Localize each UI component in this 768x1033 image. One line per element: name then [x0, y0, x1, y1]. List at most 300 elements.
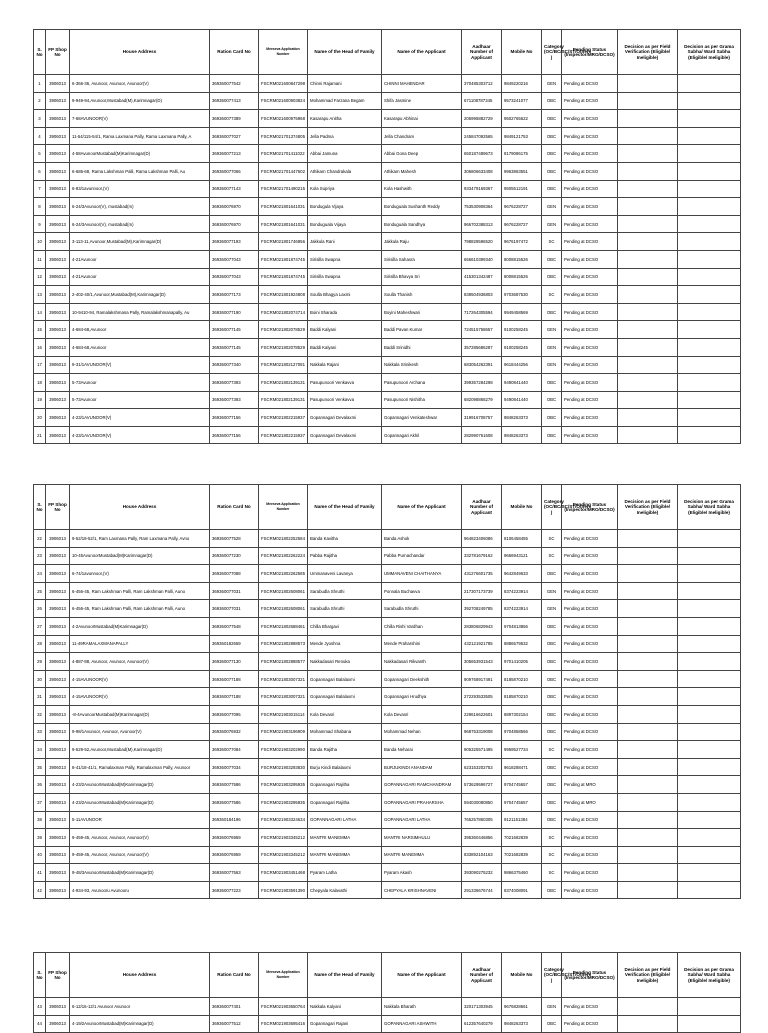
table-cell: 623153202753 [462, 758, 502, 776]
table-cell: 369360077563 [210, 864, 259, 882]
table-cell: 7021682839 [502, 829, 542, 847]
table-cell: 369360077034 [210, 758, 259, 776]
table-cell: 717264305594 [462, 303, 502, 321]
table-cell: Chilla Rishi Vardhan [382, 617, 462, 635]
table-cell: 3-113-11,Avunoor,Mustabad(M),Karimnagar(D) [70, 233, 210, 251]
table-cell: FSCRM021903695416 [259, 1015, 308, 1033]
table-row [34, 635, 741, 653]
table-cell: OBC [542, 617, 562, 635]
table-row [34, 426, 741, 444]
table-cell: 432121921785 [462, 635, 502, 653]
table-cell [618, 600, 678, 618]
table-cell: 9-52/19-52/1, Ram Laxmana Pally, Ram Laxmana Pally, Avno [70, 530, 210, 548]
table-cell: GOPANNAGARI PRAHARSHA [382, 793, 462, 811]
table-cell [678, 635, 741, 653]
table-cell: 966702388313 [462, 215, 502, 233]
table-cell: -8-4AvunoorMustabad(M)Karimnagar(D) [70, 705, 210, 723]
table-cell: Pabba Rajitha [308, 547, 382, 565]
table-cell: 8886579532 [502, 635, 542, 653]
table-cell: Gopannagari Deekshith [382, 670, 462, 688]
table-cell: FSCRM021701490215 [259, 180, 308, 198]
table-cell: Pending at DCSO [562, 180, 618, 198]
table-cell: Pending at DCSO [562, 92, 618, 110]
table-cell: 369360077031 [210, 582, 259, 600]
table-cell: FSCRM021701447602 [259, 162, 308, 180]
table-cell: 369360077088 [210, 565, 259, 583]
table-cell: Pending at DCSO [562, 600, 618, 618]
table-cell [618, 670, 678, 688]
table-cell: Nakkadasari Renuka [308, 653, 382, 671]
table-cell: Jakkula Raju [382, 233, 462, 251]
table-cell: 3906013 [46, 846, 70, 864]
table-cell: OBC [542, 145, 562, 163]
table-cell: 4-934-93, Avunooru Avunooru [70, 881, 210, 899]
table-row [34, 338, 741, 356]
table-cell: 3906013 [46, 92, 70, 110]
table-cell: OBC [542, 127, 562, 145]
table-cell: SC [542, 741, 562, 759]
table-cell: 369360077223 [210, 881, 259, 899]
table-cell [618, 268, 678, 286]
table-cell: 3906013 [46, 75, 70, 93]
table-cell: 6-366-36, Avunoor, Avunoor, Avunoor(V) [70, 75, 210, 93]
table-row [34, 670, 741, 688]
table-cell: 8185870210 [502, 670, 542, 688]
table-row [34, 741, 741, 759]
table-cell [678, 688, 741, 706]
table-cell: GEN [542, 321, 562, 339]
table-cell: 369360077066 [210, 162, 259, 180]
table-cell [678, 356, 741, 374]
table-cell: Nakkala Bharath [382, 998, 462, 1016]
table-cell: 15 [34, 321, 46, 339]
table-cell [618, 653, 678, 671]
table-cell: Chilla Bhargavi [308, 617, 382, 635]
table-cell: Pending at MRO [562, 776, 618, 794]
table-cell: 11 [34, 250, 46, 268]
table-cell: 39 [34, 829, 46, 847]
table-cell: 369360077043 [210, 250, 259, 268]
table-row [34, 110, 741, 128]
table-cell: 34 [34, 741, 46, 759]
column-header: FP Shop No [46, 30, 70, 75]
table-cell: Pending at DCSO [562, 409, 618, 427]
table-cell: 9701410205 [502, 653, 542, 671]
table-cell: OBC [542, 688, 562, 706]
table-cell: 369360076970 [210, 198, 259, 216]
table-cell [618, 881, 678, 899]
table-cell [678, 127, 741, 145]
table-cell: OBC [542, 268, 562, 286]
table-cell: Pending at DCSO [562, 811, 618, 829]
table-cell [618, 426, 678, 444]
table-cell: Pyaram Latha [308, 864, 382, 882]
table-cell: 4-15AVUNOOR(V) [70, 688, 210, 706]
table-cell [678, 530, 741, 548]
table-cell: Pending at DCSO [562, 705, 618, 723]
table-cell: 6-24/3Avunoor(V), mustabad(m) [70, 215, 210, 233]
table-cell: 6-456-45, Ram Lakshman Palli, Ram Lakshman Palli, Auno [70, 582, 210, 600]
table-cell: 4-23/1AVUNOOR(V) [70, 409, 210, 427]
table-cell: 3906013 [46, 600, 70, 618]
table-cell [618, 127, 678, 145]
table-cell: UMMANAVENI CHAITHANYA [382, 565, 462, 583]
table-cell: Banda Kavitha [308, 530, 382, 548]
table-cell: Banda Neharai [382, 741, 462, 759]
table-cell [678, 303, 741, 321]
table-cell: Pending at DCSO [562, 881, 618, 899]
table-cell: 3906013 [46, 776, 70, 794]
header-row [34, 485, 741, 530]
table-cell: 20 [34, 409, 46, 427]
table-cell: 650187489673 [462, 145, 502, 163]
table-cell: Pending at DCSO [562, 162, 618, 180]
table-cell: 3906013 [46, 286, 70, 304]
table-cell: Sirisilla Sahasra [382, 250, 462, 268]
table-cell: Baddi Kalyani [308, 338, 382, 356]
table-cell: 33 [34, 723, 46, 741]
table-cell [618, 409, 678, 427]
table-cell: Pending at DCSO [562, 356, 618, 374]
table-cell: Mohammad Shabana [308, 723, 382, 741]
table-cell: FSCRM021801924808 [259, 286, 308, 304]
column-header: S. No [34, 485, 46, 530]
table-cell: 3906013 [46, 1015, 70, 1033]
table-cell [678, 741, 741, 759]
table-cell [678, 250, 741, 268]
table-cell: 9704813856 [502, 617, 542, 635]
table-cell: 6-686-68, Rama Lakshman Palli, Rama Lakshman Palli, Au [70, 162, 210, 180]
table-cell: 369360077548 [210, 617, 259, 635]
table-cell: 369360077043 [210, 268, 259, 286]
table-cell: Ummanaveni Lavanya [308, 565, 382, 583]
table-cell: Pending at DCSO [562, 617, 618, 635]
table-cell: 4-15AVUNOOR(V) [70, 670, 210, 688]
table-cell: SC [542, 846, 562, 864]
table-cell: 3906013 [46, 881, 70, 899]
table-row [34, 565, 741, 583]
table-cell: 32 [34, 705, 46, 723]
table-cell: 8374223914 [502, 600, 542, 618]
table-cell: Pending at DCSO [562, 303, 618, 321]
table-cell: GEN [542, 998, 562, 1016]
table-cell: SC [542, 829, 562, 847]
table-row [34, 374, 741, 392]
table-cell [678, 582, 741, 600]
table-cell: FSCRM021903345212 [259, 829, 308, 847]
table-row [34, 391, 741, 409]
table-cell: 3906013 [46, 250, 70, 268]
table-cell: 724515758657 [462, 321, 502, 339]
table-cell [618, 793, 678, 811]
table-cell: 13 [34, 286, 46, 304]
table-cell: 656610399340 [462, 250, 502, 268]
table-cell [678, 829, 741, 847]
table-cell: Sirisilla Bhavya Sri [382, 268, 462, 286]
table-cell: Mende Praharshini [382, 635, 462, 653]
table-cell [678, 670, 741, 688]
table-cell: FSCRM021802888577 [259, 653, 308, 671]
table-cell: 3906013 [46, 723, 70, 741]
table-row [34, 198, 741, 216]
table-cell: 245847092565 [462, 127, 502, 145]
table-cell: 37 [34, 793, 46, 811]
table-cell: 4-19/2AvunoorMustabad(M)Karimnagar(D) [70, 1015, 210, 1033]
table-cell: 905325571495 [462, 741, 502, 759]
table-cell: FSCRM021802078529 [259, 338, 308, 356]
table-cell: Gopannagari Balalaxmi [308, 688, 382, 706]
table-cell [678, 233, 741, 251]
table-cell: 3906013 [46, 391, 70, 409]
column-header: Aadhaar Number of Applicant [462, 485, 502, 530]
table-cell [618, 582, 678, 600]
table-cell: 26 [34, 600, 46, 618]
table-cell [618, 998, 678, 1016]
table-cell: 9-48/3AvunoorMustabad(M)Karimnagar(D) [70, 864, 210, 882]
table-cell: 3906013 [46, 426, 70, 444]
table-cell: 933479169367 [462, 180, 502, 198]
table-cell: 3906013 [46, 338, 70, 356]
table-cell: 31 [34, 688, 46, 706]
table-cell: 682098868279 [462, 391, 502, 409]
table-cell [618, 758, 678, 776]
table-cell [618, 110, 678, 128]
table-cell: 9-949-94,Avunoor,Mustabad(M),Karimnagar(D) [70, 92, 210, 110]
table-cell: 671108787345 [462, 92, 502, 110]
table-cell: 217307173739 [462, 582, 502, 600]
table-cell: 3906013 [46, 547, 70, 565]
column-header: Decision as per Grama Sabha/ Ward Sabha (Eligible/ Ineligible) [678, 953, 741, 998]
table-cell: FSCRM021903196909 [259, 723, 308, 741]
table-cell: Pending at DCSO [562, 846, 618, 864]
table-cell: FSCRM021903451468 [259, 864, 308, 882]
table-cell: 3906013 [46, 565, 70, 583]
table-cell [678, 268, 741, 286]
table-cell [678, 321, 741, 339]
table-cell: Baddi Srinidhi [382, 338, 462, 356]
table-cell: GOPANNAGARI ASHWITH [382, 1015, 462, 1033]
table-cell: 9676228727 [502, 215, 542, 233]
column-header: Category (OC/BC/SC/ST/Others ) [542, 30, 562, 75]
table-cell [618, 530, 678, 548]
table-cell: 369360076959 [210, 829, 259, 847]
table-cell: 369360077586 [210, 793, 259, 811]
table-cell: FSCRM021802127081 [259, 356, 308, 374]
table-cell: OBC [542, 374, 562, 392]
table-cell [618, 162, 678, 180]
table-cell: Chepyala Kalavathi [308, 881, 382, 899]
table-cell: Pending at DCSO [562, 426, 618, 444]
table-cell: 369360077586 [210, 776, 259, 794]
table-cell: FSCRM021802139131 [259, 391, 308, 409]
table-cell: 6 [34, 162, 46, 180]
table-cell: 3906013 [46, 374, 70, 392]
column-header: Mobile No [502, 30, 542, 75]
table-cell: Jella Padma [308, 127, 382, 145]
table-cell: FSCRM021903295935 [259, 793, 308, 811]
table-cell: 7021682839 [502, 846, 542, 864]
table-cell: 8008815526 [502, 268, 542, 286]
table-cell: 369360077512 [210, 1015, 259, 1033]
table-row [34, 145, 741, 163]
table-cell: 369360077031 [210, 600, 259, 618]
table-cell: OBC [542, 565, 562, 583]
table-cell: 2 [34, 92, 46, 110]
table-cell: 9848263373 [502, 426, 542, 444]
table-cell: 369360077528 [210, 530, 259, 548]
table-cell: OBC [542, 110, 562, 128]
table-cell: 9490841440 [502, 391, 542, 409]
table-cell: FSCRM021802888573 [259, 635, 308, 653]
table-cell: Pasupunoori Venkavva [308, 374, 382, 392]
table-cell [618, 776, 678, 794]
table-cell: GEN [542, 582, 562, 600]
table-cell: 3 [34, 110, 46, 128]
table-cell [618, 92, 678, 110]
table-row [34, 998, 741, 1016]
column-header: S. No [34, 30, 46, 75]
table-cell: 369360077340 [210, 356, 259, 374]
table-cell: 320171303945 [462, 998, 502, 1016]
table-cell: FSCRM021801641031 [259, 198, 308, 216]
table-cell: 369360077173 [210, 286, 259, 304]
table-row [34, 881, 741, 899]
table-cell: 4-23/1AVUNOOR(V) [70, 426, 210, 444]
table-cell: Pending at DCSO [562, 75, 618, 93]
table-cell: FSCRM021701411022 [259, 145, 308, 163]
table-cell: FSCRM021903202990 [259, 741, 308, 759]
table-row [34, 530, 741, 548]
table-cell: 36 [34, 776, 46, 794]
table-cell [678, 811, 741, 829]
table-cell: MANTRI MANEMMA [308, 846, 382, 864]
table-cell: FSCRM021802688461 [259, 617, 308, 635]
table-cell: 8185870210 [502, 688, 542, 706]
table-cell: 369360077389 [210, 110, 259, 128]
table-cell: Bonduguala Sushanth Reddy [382, 198, 462, 216]
table-cell: 9618444256 [502, 356, 542, 374]
table-cell: 9963863551 [502, 162, 542, 180]
table-cell: Pending at DCSO [562, 127, 618, 145]
column-header: Name of the Applicant [382, 30, 462, 75]
column-header: Category (OC/BC/SC/ST/Others ) [542, 485, 562, 530]
table-cell: 3906013 [46, 864, 70, 882]
table-cell: Athikam Chandrakala [308, 162, 382, 180]
table-cell [678, 391, 741, 409]
table-cell: SC [542, 233, 562, 251]
table-cell: 4-58AvunoorMustabad(M)Karimnagar(D) [70, 145, 210, 163]
table-cell: Mohammad Nehan [382, 723, 462, 741]
table-cell: 9618288471 [502, 758, 542, 776]
table-cell: 909768917491 [462, 670, 502, 688]
column-header: Name of the Head of Family [308, 30, 382, 75]
table-cell: 25 [34, 582, 46, 600]
table-cell: OBC [542, 250, 562, 268]
table-cell: 369360077145 [210, 338, 259, 356]
table-cell [678, 338, 741, 356]
table-cell: 573629596727 [462, 776, 502, 794]
table-cell: 3906013 [46, 829, 70, 847]
table-cell [618, 1015, 678, 1033]
table-cell: 369360076959 [210, 846, 259, 864]
table-cell [678, 881, 741, 899]
table-cell: Soulla Bhagya Laxmi [308, 286, 382, 304]
table-cell: OBC [542, 653, 562, 671]
table-cell: Gopannagari Devalaxmi [308, 409, 382, 427]
table-cell: Pending at DCSO [562, 250, 618, 268]
table-cell [618, 215, 678, 233]
table-cell: OBC [542, 391, 562, 409]
table-cell: Sarabudla Shruthi [382, 600, 462, 618]
table-cell: 3906013 [46, 162, 70, 180]
table-cell: OBC [542, 705, 562, 723]
table-cell: Gopannagari Rajani [308, 1015, 382, 1033]
column-header: House Address [70, 30, 210, 75]
table-cell: 3906013 [46, 127, 70, 145]
table-cell: Soulla Thanish [382, 286, 462, 304]
table-cell [618, 145, 678, 163]
table-cell [618, 286, 678, 304]
table-cell: Pending at DCSO [562, 670, 618, 688]
table-cell: 369360077190 [210, 303, 259, 321]
table-cell: CHINNI MAHENDAR [382, 75, 462, 93]
table-row [34, 846, 741, 864]
table-cell: 9666943121 [502, 547, 542, 565]
table-row [34, 723, 741, 741]
column-header: Name of the Head of Family [308, 485, 382, 530]
column-header: Decision as per Field Verification (Eligible/ Ineligible) [618, 30, 678, 75]
table-row [34, 547, 741, 565]
table-cell: 8179086175 [502, 145, 542, 163]
table-cell: 3906013 [46, 758, 70, 776]
table-cell: Kola Hashwith [382, 180, 462, 198]
table-cell: Shifa Jasmine [382, 92, 462, 110]
table-cell: 10 [34, 233, 46, 251]
table-cell: FSCRM021802608061 [259, 582, 308, 600]
table-cell: 9949458569 [502, 303, 542, 321]
table-cell: FSCRM021903015114 [259, 705, 308, 723]
table-cell [678, 998, 741, 1016]
table-cell [618, 635, 678, 653]
table-row [34, 617, 741, 635]
table-cell [678, 145, 741, 163]
column-header: Pending Status (Inspector/MRO/DCSO) [562, 485, 618, 530]
table-cell: SC [542, 547, 562, 565]
table-cell: FSCRM021600903824 [259, 92, 308, 110]
table-cell: 5-73Avunoor [70, 374, 210, 392]
table-cell: 3906013 [46, 180, 70, 198]
table-cell: 9100258245 [502, 321, 542, 339]
column-header: Decision as per Field Verification (Eligible/ Ineligible) [618, 485, 678, 530]
table-cell: 369360077188 [210, 670, 259, 688]
table-cell: 369360076970 [210, 215, 259, 233]
table-cell: Pending at DCSO [562, 215, 618, 233]
column-header: Ration Card No [210, 485, 259, 530]
table-cell: 6-83/1avunnoor,(V) [70, 180, 210, 198]
table-cell: 399357284298 [462, 374, 502, 392]
table-cell: 3906013 [46, 268, 70, 286]
table-cell: 369360077156 [210, 409, 259, 427]
table-cell: GEN [542, 198, 562, 216]
table-cell: Pending at MRO [562, 793, 618, 811]
table-cell: 8-41/18-41/1, Ramalaxman Pally, Ramalaxman Pally, Avunoor [70, 758, 210, 776]
table-cell: FSCRM021600847298 [259, 75, 308, 93]
table-cell: GOPANNAGARI RAMCHANDRAM [382, 776, 462, 794]
table-cell: Pending at DCSO [562, 653, 618, 671]
table-row [34, 92, 741, 110]
table-cell: 3906013 [46, 198, 70, 216]
table-cell [678, 374, 741, 392]
